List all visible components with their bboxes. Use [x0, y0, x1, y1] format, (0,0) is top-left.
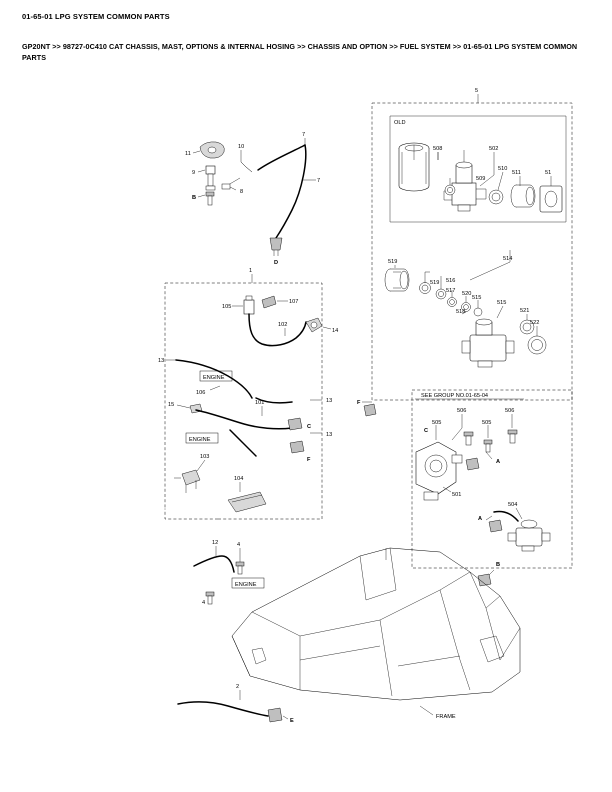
- part-107: [262, 296, 276, 308]
- callout-517: 517: [446, 288, 456, 294]
- callout-506b: 506: [505, 408, 515, 414]
- callout-F-left: F: [357, 400, 361, 406]
- bolt-4b: [206, 592, 214, 604]
- connector-D: [270, 238, 282, 256]
- callout-511: 511: [512, 170, 521, 176]
- callout-502: 502: [489, 146, 499, 152]
- callout-4a: 4: [237, 542, 241, 548]
- callout-A-reg: A: [496, 459, 501, 465]
- callout-4b: 4: [202, 600, 206, 606]
- callout-group-5: 5: [475, 88, 479, 94]
- fitting-105: [244, 296, 254, 314]
- callout-520: 520: [462, 291, 472, 297]
- callout-501: 501: [452, 492, 462, 498]
- callout-105: 105: [222, 304, 232, 310]
- callout-510: 510: [498, 166, 508, 172]
- filter-element-511: [511, 185, 535, 207]
- callout-101: 101: [255, 400, 265, 406]
- callout-102: 102: [278, 322, 288, 328]
- connector-E: [268, 708, 282, 722]
- housing-51: [540, 186, 562, 212]
- callout-13c: 13: [326, 432, 333, 438]
- callout-521: 521: [520, 308, 530, 314]
- breadcrumb: GP20NT >> 98727-0C410 CAT CHASSIS, MAST, OPTIONS & INTERNAL HOSING >> CHASSIS AND OPTION >> FUEL SYSTEM >> 01-65-01 LPG SYSTEM COMMON PARTS: [22, 42, 578, 62]
- callout-D: D: [274, 260, 279, 266]
- callout-508: 508: [433, 146, 443, 152]
- callout-A-504: A: [478, 516, 483, 522]
- callout-504: 504: [508, 502, 518, 508]
- callout-506a: 506: [457, 408, 467, 414]
- small-part-8: [222, 184, 230, 189]
- callout-518: 518: [456, 309, 466, 315]
- callout-51: 51: [545, 170, 552, 176]
- engine-label-2: [186, 433, 218, 443]
- callout-103: 103: [200, 454, 210, 460]
- callout-B-top: B: [192, 195, 197, 201]
- callout-505a: 505: [432, 420, 442, 426]
- callout-9: 9: [192, 170, 196, 176]
- callout-107: 107: [289, 299, 299, 305]
- note-engine-3: ENGINE: [235, 582, 257, 588]
- callout-2: 2: [236, 684, 240, 690]
- bolt-4a: [236, 562, 244, 574]
- callout-C-reg: C: [424, 428, 429, 434]
- clamp-14: [306, 318, 322, 332]
- callout-group-1: 1: [249, 268, 253, 274]
- callout-15: 15: [168, 402, 175, 408]
- callout-13b: 13: [326, 398, 333, 404]
- valve-body-main: [462, 319, 514, 367]
- engine-label-3: [232, 578, 264, 588]
- callout-14: 14: [332, 328, 339, 334]
- note-see-group: SEE GROUP NO.01-65-04: [421, 393, 489, 399]
- note-engine-2: ENGINE: [189, 437, 211, 443]
- connector-F: [290, 441, 304, 453]
- callout-516: 516: [446, 278, 456, 284]
- callout-515a: 515: [472, 295, 482, 301]
- connector-A-reg2: [466, 458, 479, 470]
- callout-B-right: B: [496, 562, 501, 568]
- callout-C: C: [307, 424, 312, 430]
- callout-514: 514: [503, 256, 513, 262]
- callout-7-lead: 7: [302, 132, 306, 138]
- callout-11: 11: [185, 151, 191, 157]
- callout-12: 12: [212, 540, 219, 546]
- callout-505b: 505: [482, 420, 492, 426]
- callout-509: 509: [476, 176, 486, 182]
- note-frame: FRAME: [436, 714, 456, 720]
- callout-7: 7: [317, 178, 321, 184]
- callout-F: F: [307, 457, 311, 463]
- callout-515b: 515: [497, 300, 507, 306]
- element-519-left: [385, 269, 409, 291]
- callout-519a: 519: [388, 259, 398, 265]
- callout-13a: 13: [158, 358, 165, 364]
- tray-104: [228, 492, 266, 512]
- bolt-505b: [484, 440, 492, 452]
- connector-C: [288, 418, 302, 430]
- frame-chassis: [232, 548, 520, 700]
- callout-519b: 519: [430, 280, 440, 286]
- connector-F-left: [364, 404, 376, 416]
- bolt-506b: [508, 430, 517, 443]
- page-title: 01-65-01 LPG SYSTEM COMMON PARTS: [22, 12, 170, 21]
- callout-106: 106: [196, 390, 206, 396]
- note-engine-1: ENGINE: [203, 375, 225, 381]
- note-old: OLD: [394, 120, 406, 126]
- callout-522: 522: [530, 320, 540, 326]
- connector-A-504: [489, 520, 502, 532]
- bracket-103: [182, 470, 200, 493]
- callout-104: 104: [234, 476, 244, 482]
- bracket-11: [200, 142, 224, 158]
- valve-504: [508, 520, 550, 551]
- callout-8: 8: [240, 189, 244, 195]
- bolt-506a: [464, 432, 473, 445]
- fitting-9: [206, 166, 215, 190]
- callout-10: 10: [238, 144, 245, 150]
- bolt-B: [206, 192, 214, 205]
- callout-E: E: [290, 718, 294, 724]
